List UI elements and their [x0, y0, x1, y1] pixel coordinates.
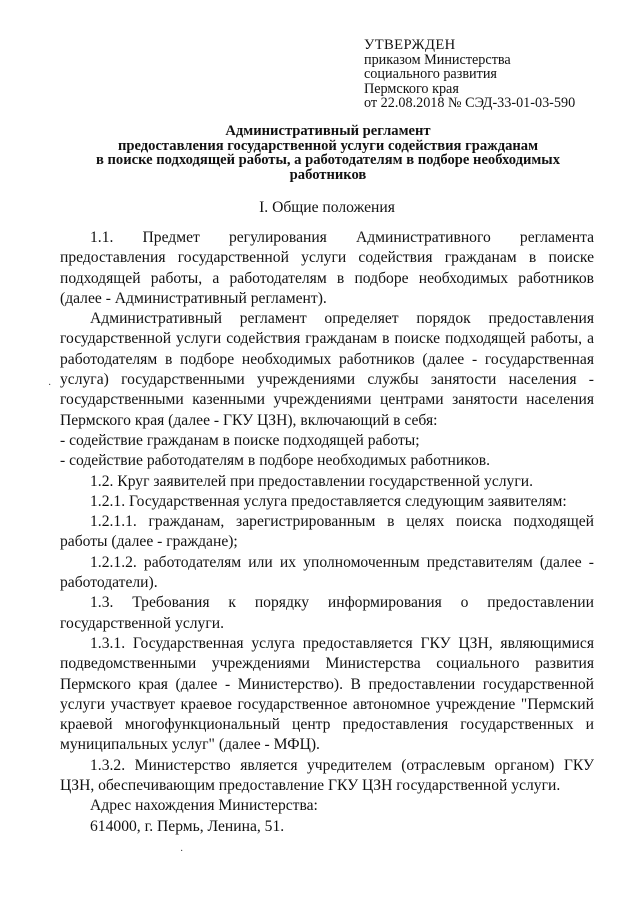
list-item: - содействие работодателям в подборе необходимых работников. [60, 452, 491, 470]
approval-heading: УТВЕРЖДЕН [364, 37, 456, 53]
title-line: в поиске подходящей работы, а работодателям в подборе необходимых [95, 152, 561, 169]
section-heading: I. Общие положения [259, 199, 395, 216]
list-item: - содействие гражданам в поиске подходящей работы; [60, 431, 420, 449]
paragraph: 1.3.1. Государственная услуга предоставляется ГКУ ЦЗН, являющимися подведомственными учреждениями Министерства социального развития Пермского края (далее - Министерство). В предоставлении государственной услуги участвует краевое государственное автономное учреждение "Пермский краевой многофункциональный центр предоставления государственных и муниципальных услуг" (далее - МФЦ). [60, 634, 594, 754]
approval-date-number: от 22.08.2018 № СЭД-33-01-03-590 [364, 95, 576, 112]
paragraph: 1.2.1.1. гражданам, зарегистрированным в целях поиска подходящей работы (далее - граждане); [60, 513, 594, 551]
title-line: Административный регламент [225, 123, 431, 139]
paragraph: 1.2. Круг заявителей при предоставлении государственной услуги. [90, 472, 533, 490]
paragraph: 614000, г. Пермь, Ленина, 51. [90, 817, 285, 835]
title-line: предоставления государственной услуги содействия гражданам [117, 137, 539, 154]
paragraph: 1.2.1.2. работодателям или их уполномоченным представителям (далее - работодатели). [60, 553, 594, 592]
title-line: работников [289, 166, 367, 183]
paragraph: Адрес нахождения Министерства: [90, 797, 318, 815]
approval-line: социального развития [364, 66, 497, 83]
approval-stamp [364, 38, 624, 111]
document-title [48, 124, 608, 182]
document-body [60, 228, 594, 837]
paragraph: 1.2.1. Государственная услуга предоставляется следующим заявителям: [90, 492, 567, 510]
paragraph: 1.1. Предмет регулирования Административного регламента предоставления государственной услуги содействия гражданам в поиске подходящей работы, а работодателям в подборе необходимых работников (далее - Административный регламент). [60, 229, 594, 307]
approval-line: Пермского края [364, 80, 459, 97]
approval-line: приказом Министерства [364, 51, 511, 68]
paragraph: 1.3.2. Министерство является учредителем (отраслевым органом) ГКУ ЦЗН, обеспечивающим предоставление ГКУ ЦЗН государственной услуги. [60, 756, 594, 795]
scan-speck: · [180, 846, 184, 857]
scan-speck: · [48, 380, 52, 391]
paragraph: 1.3. Требования к порядку информирования о предоставлении государственной услуги. [60, 594, 594, 632]
paragraph: Административный регламент определяет порядок предоставления государственной услуги содействия гражданам в поиске подходящей работы, а работодателям в подборе необходимых работников (далее - государственная услуга) государственными учреждениями службы занятости населения - государственными казенными учреждениями центрами занятости населения Пермского края (далее - ГКУ ЦЗН), включающий в себя: [60, 310, 594, 429]
